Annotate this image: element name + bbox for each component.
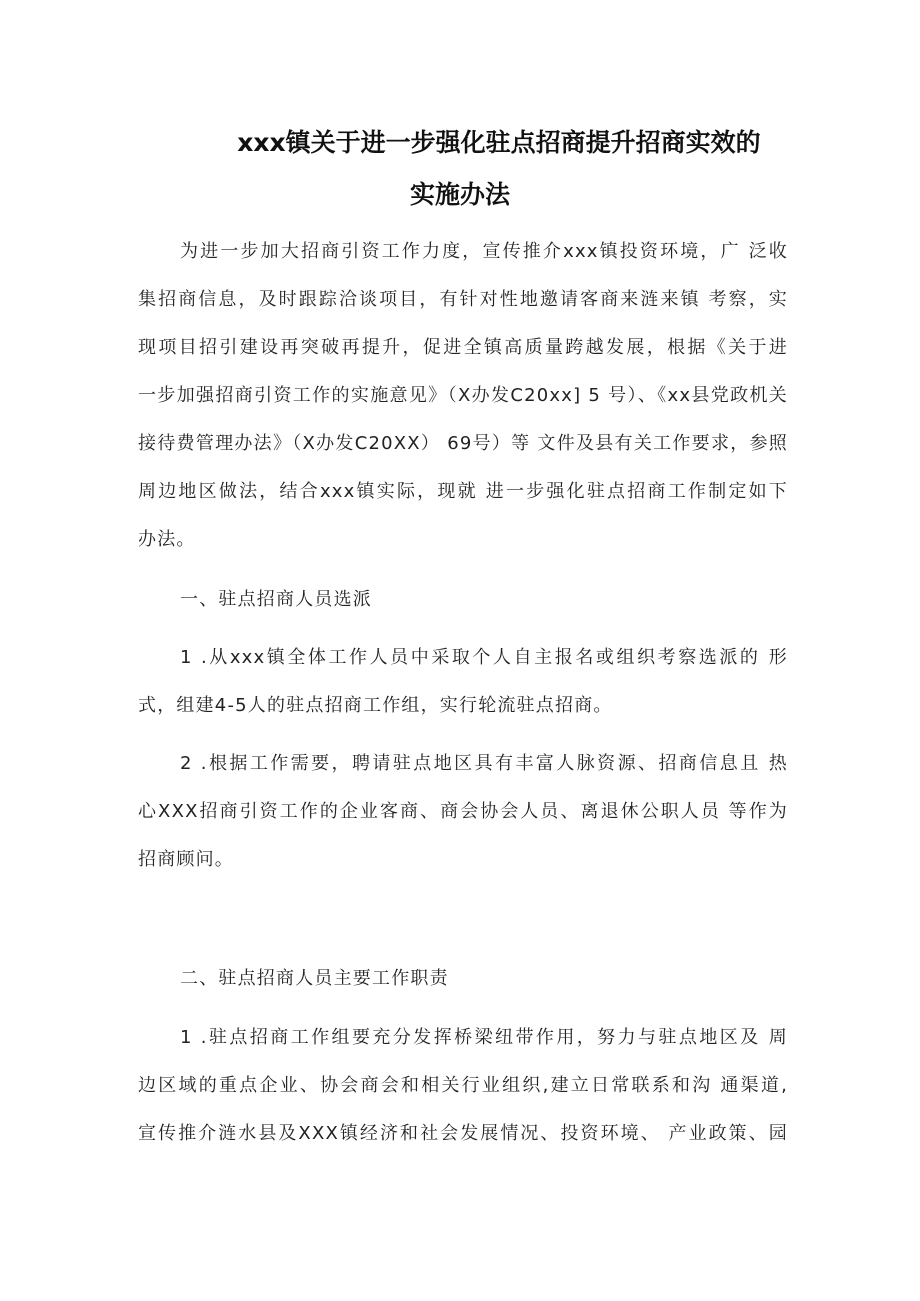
section-2-item-1-line: 1 .驻点招商工作组要充分发挥桥梁纽带作用，努力与驻点地区及 周 [180,1027,788,1048]
intro-line: 为进一步加大招商引资工作力度，宣传推介xxx镇投资环境，广 泛收 [180,241,788,262]
intro-line: 接待费管理办法》（X办发C20XX） 69号）等 文件及县有关工作要求，参照 [138,433,788,454]
section-1-item-2-line: 2 .根据工作需要，聘请驻点地区具有丰富人脉资源、招商信息且 热 [180,753,788,774]
intro-line: 一步加强招商引资工作的实施意见》（X办发C20xx] 5 号）、《xx县党政机关 [138,385,788,406]
section-1-heading: 一、驻点招商人员选派 [180,589,372,610]
intro-line: 办法。 [138,529,196,550]
section-2-heading: 二、驻点招商人员主要工作职责 [180,968,449,989]
intro-line: 集招商信息，及时跟踪洽谈项目，有针对性地邀请客商来涟来镇 考察，实 [138,289,788,310]
section-1-item-1-line: 1 .从xxx镇全体工作人员中采取个人自主报名或组织考察选派的 形 [180,647,788,668]
section-2-item-1-line: 边区域的重点企业、协会商会和相关行业组织,建立日常联系和沟 通渠道, [138,1075,788,1096]
section-1-item-2-line: 心XXX招商引资工作的企业客商、商会协会人员、离退休公职人员 等作为 [138,801,788,822]
intro-line: 现项目招引建设再突破再提升，促进全镇高质量跨越发展，根据《关于进 [138,337,788,358]
section-1-item-2-line: 招商顾问。 [138,849,234,870]
section-1-item-1-line: 式，组建4-5人的驻点招商工作组，实行轮流驻点招商。 [138,695,613,716]
document-title-line-2: 实施办法 [409,180,510,209]
document-title-line-1: xxx镇关于进一步强化驻点招商提升招商实效的 [237,128,761,157]
intro-line: 周边地区做法，结合xxx镇实际，现就 进一步强化驻点招商工作制定如下 [138,481,788,502]
section-2-item-1-line: 宣传推介涟水县及XXX镇经济和社会发展情况、投资环境、 产业政策、园 [138,1123,788,1144]
